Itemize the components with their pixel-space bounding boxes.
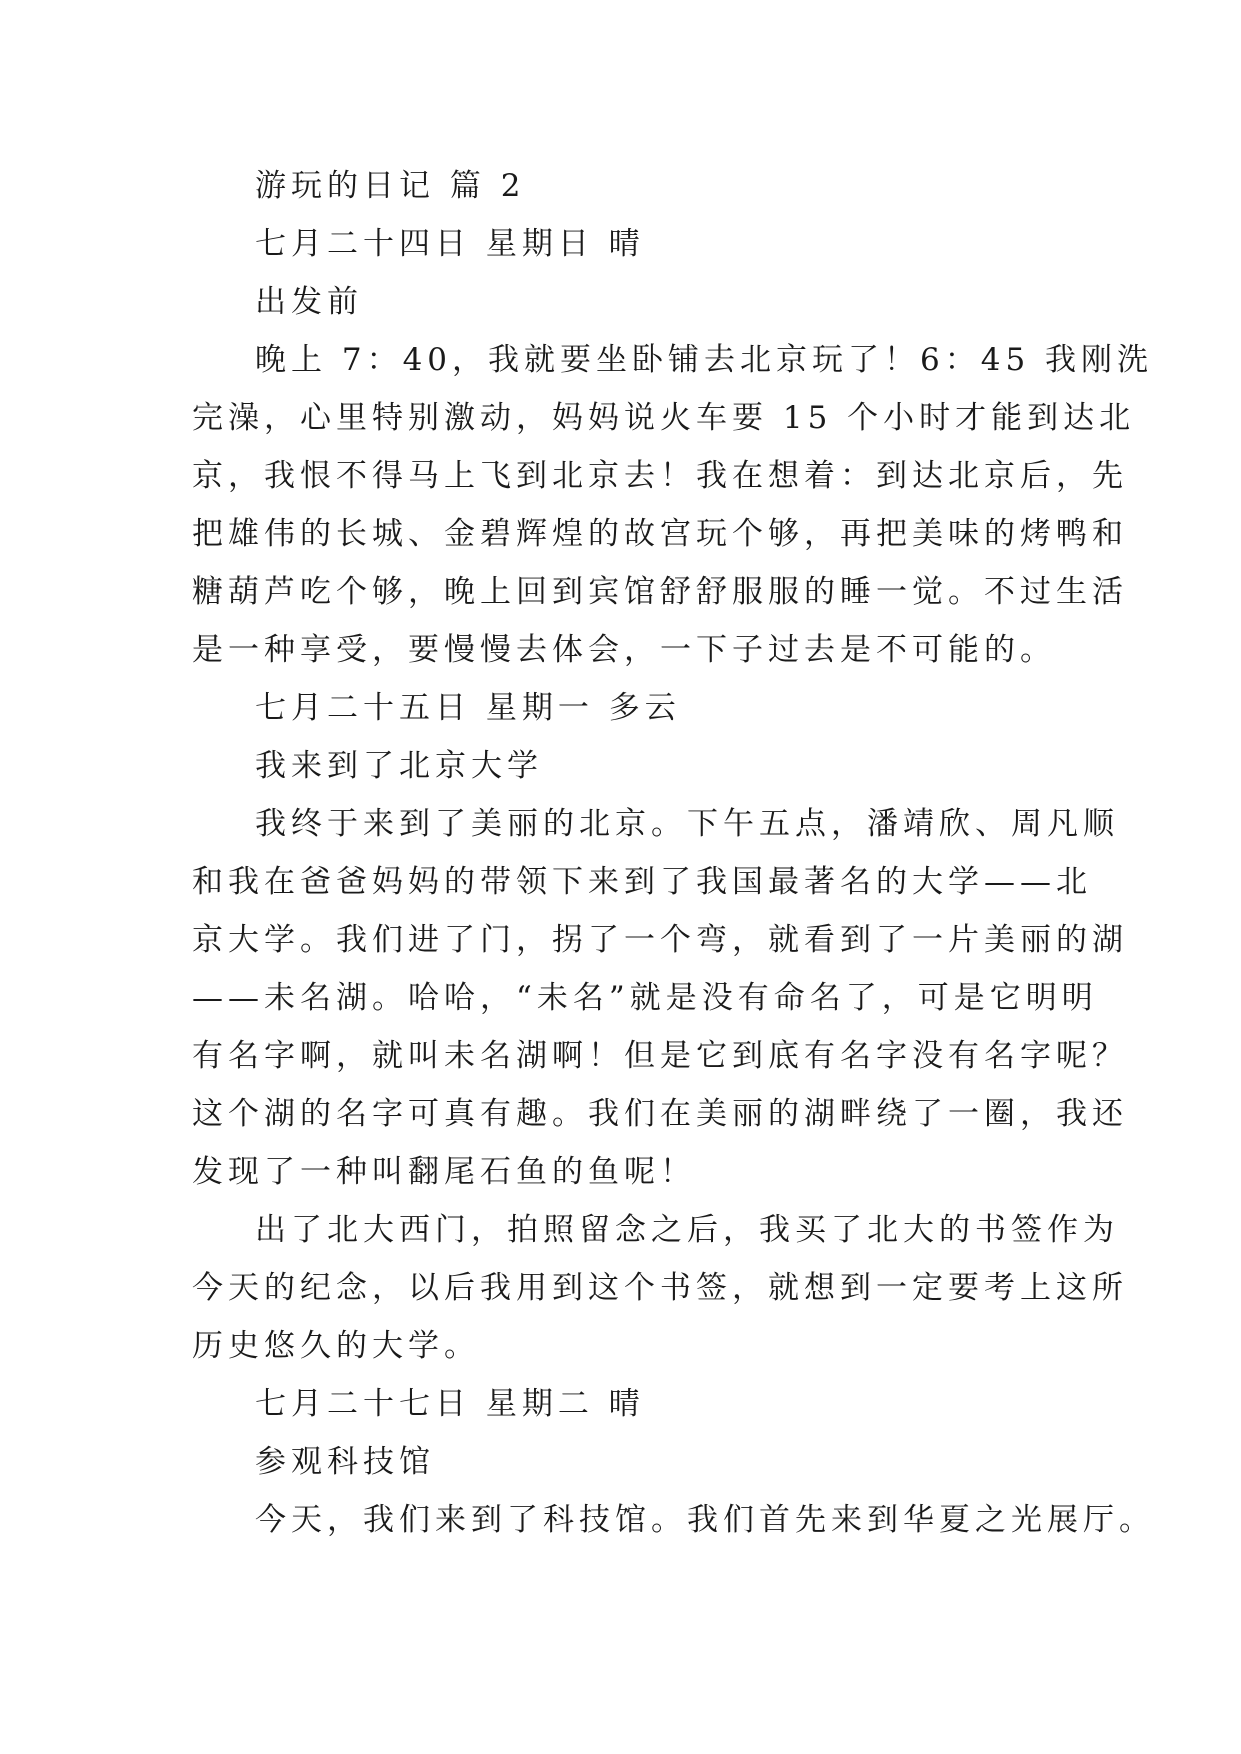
document-body <box>192 157 1155 1549</box>
paragraph-line: 把雄伟的长城、金碧辉煌的故宫玩个够，再把美味的烤鸭和 <box>192 516 1128 552</box>
paragraph-line: 这个湖的名字可真有趣。我们在美丽的湖畔绕了一圈，我还 <box>192 1096 1128 1132</box>
date-heading: 七月二十四日 星期日 晴 <box>255 226 645 262</box>
paragraph-line: 今天，我们来到了科技馆。我们首先来到华夏之光展厅。 <box>255 1502 1155 1538</box>
paragraph-line: 历史悠久的大学。 <box>192 1328 480 1364</box>
paragraph-line: 是一种享受，要慢慢去体会，一下子过去是不可能的。 <box>192 632 1056 668</box>
paragraph-line: 我终于来到了美丽的北京。下午五点，潘靖欣、周凡顺 <box>255 806 1119 842</box>
paragraph-line: 完澡，心里特别激动，妈妈说火车要 15 个小时才能到达北 <box>192 400 1136 436</box>
paragraph-line: 发现了一种叫翻尾石鱼的鱼呢！ <box>192 1154 696 1190</box>
paragraph-line: 出了北大西门，拍照留念之后，我买了北大的书签作为 <box>255 1212 1119 1248</box>
paragraph-line: 今天的纪念，以后我用到这个书签，就想到一定要考上这所 <box>192 1270 1128 1306</box>
date-heading: 七月二十七日 星期二 晴 <box>255 1386 645 1422</box>
paragraph-line: 有名字啊，就叫未名湖啊！但是它到底有名字没有名字呢？ <box>192 1038 1128 1074</box>
section-heading: 我来到了北京大学 <box>255 748 543 784</box>
section-heading: 参观科技馆 <box>255 1444 435 1480</box>
section-heading: 出发前 <box>255 284 363 320</box>
paragraph-line: 京，我恨不得马上飞到北京去！我在想着：到达北京后，先 <box>192 458 1128 494</box>
paragraph-line: 和我在爸爸妈妈的带领下来到了我国最著名的大学——北 <box>192 864 1092 900</box>
paragraph-line: 晚上 7：40，我就要坐卧铺去北京玩了！6：45 我刚洗 <box>255 342 1154 378</box>
paragraph-line: 糖葫芦吃个够，晚上回到宾馆舒舒服服的睡一觉。不过生活 <box>192 574 1128 610</box>
paragraph-line: ——未名湖。哈哈，“未名”就是没有命名了，可是它明明 <box>192 980 1098 1016</box>
entry-title: 游玩的日记 篇 2 <box>255 168 526 204</box>
paragraph-line: 京大学。我们进了门，拐了一个弯，就看到了一片美丽的湖 <box>192 922 1128 958</box>
date-heading: 七月二十五日 星期一 多云 <box>255 690 681 726</box>
